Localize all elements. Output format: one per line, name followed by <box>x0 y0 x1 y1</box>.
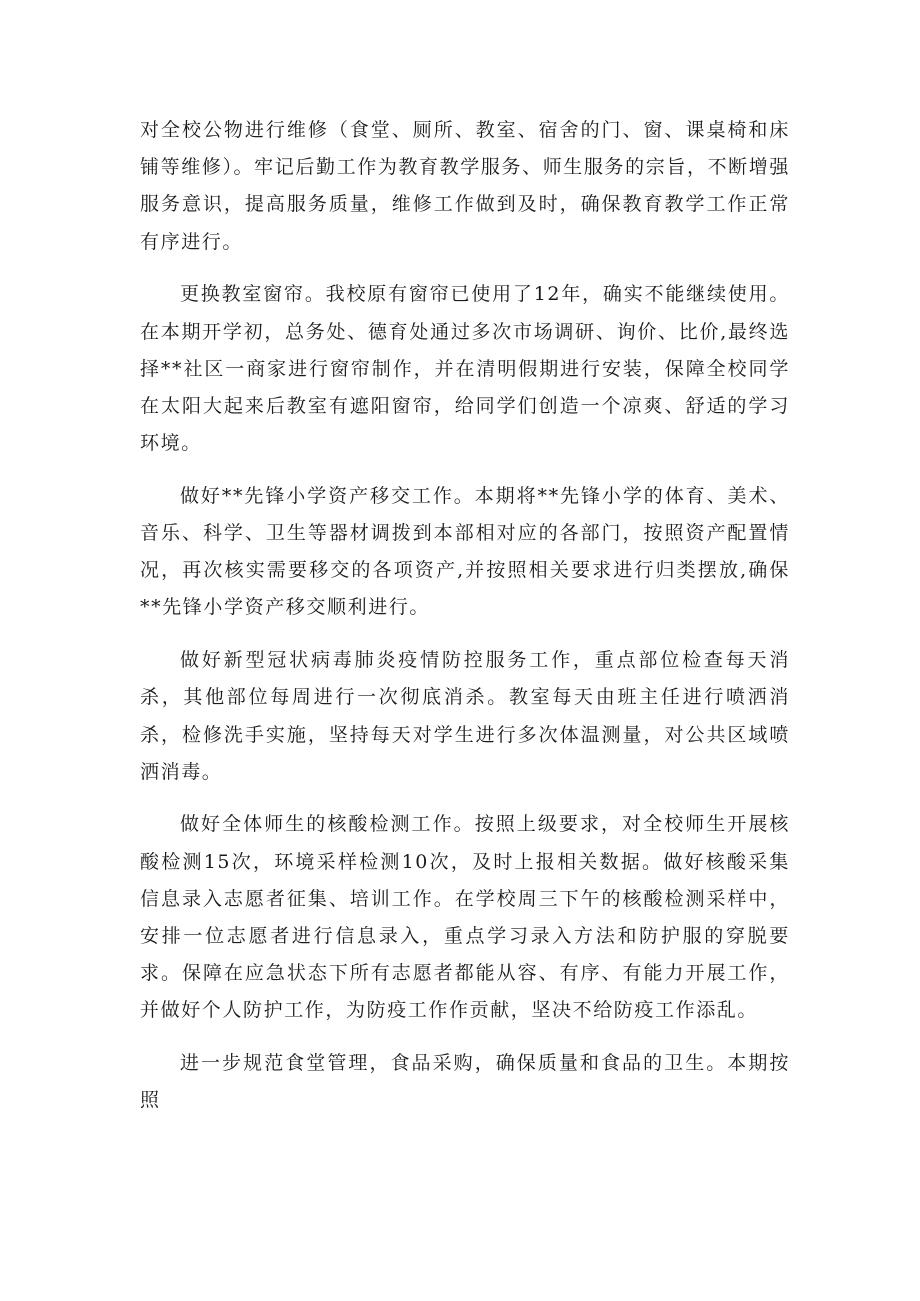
paragraph-nucleic-acid-testing: 做好全体师生的核酸检测工作。按照上级要求，对全校师生开展核酸检测15次，环境采样检测10次，及时上报相关数据。做好核酸采集信息录入志愿者征集、培训工作。在学校周三下午的核酸检测采样中，安排一位志愿者进行信息录入，重点学习录入方法和防护服的穿脱要求。保障在应急状态下所有志愿者都能从容、有序、有能力开展工作，并做好个人防护工作，为防疫工作作贡献，坚决不给防疫工作添乱。 <box>140 813 790 1022</box>
paragraph-canteen-management: 进一步规范食堂管理，食品采购，确保质量和食品的卫生。本期按照 <box>140 1052 790 1112</box>
document-body <box>140 112 790 1120</box>
paragraph-epidemic-prevention: 做好新型冠状病毒肺炎疫情防控服务工作，重点部位检查每天消杀，其他部位每周进行一次彻底消杀。教室每天由班主任进行喷洒消杀，检修洗手实施，坚持每天对学生进行多次体温测量，对公共区域喷洒消毒。 <box>140 649 790 783</box>
paragraph-asset-transfer: 做好**先锋小学资产移交工作。本期将**先锋小学的体育、美术、音乐、科学、卫生等器材调拨到本部相对应的各部门，按照资产配置情况，再次核实需要移交的各项资产,并按照相关要求进行归类摆放,确保**先锋小学资产移交顺利进行。 <box>140 484 790 619</box>
paragraph-maintenance: 对全校公物进行维修（食堂、厕所、教室、宿舍的门、窗、课桌椅和床铺等维修）。牢记后勤工作为教育教学服务、师生服务的宗旨，不断增强服务意识，提高服务质量，维修工作做到及时，确保教育教学工作正常有序进行。 <box>140 119 790 253</box>
paragraph-curtains: 更换教室窗帘。我校原有窗帘已使用了12年，确实不能继续使用。在本期开学初，总务处、德育处通过多次市场调研、询价、比价,最终选择**社区一商家进行窗帘制作，并在清明假期进行安装，保障全校同学在太阳大起来后教室有遮阳窗帘，给同学们创造一个凉爽、舒适的学习环境。 <box>140 283 790 455</box>
